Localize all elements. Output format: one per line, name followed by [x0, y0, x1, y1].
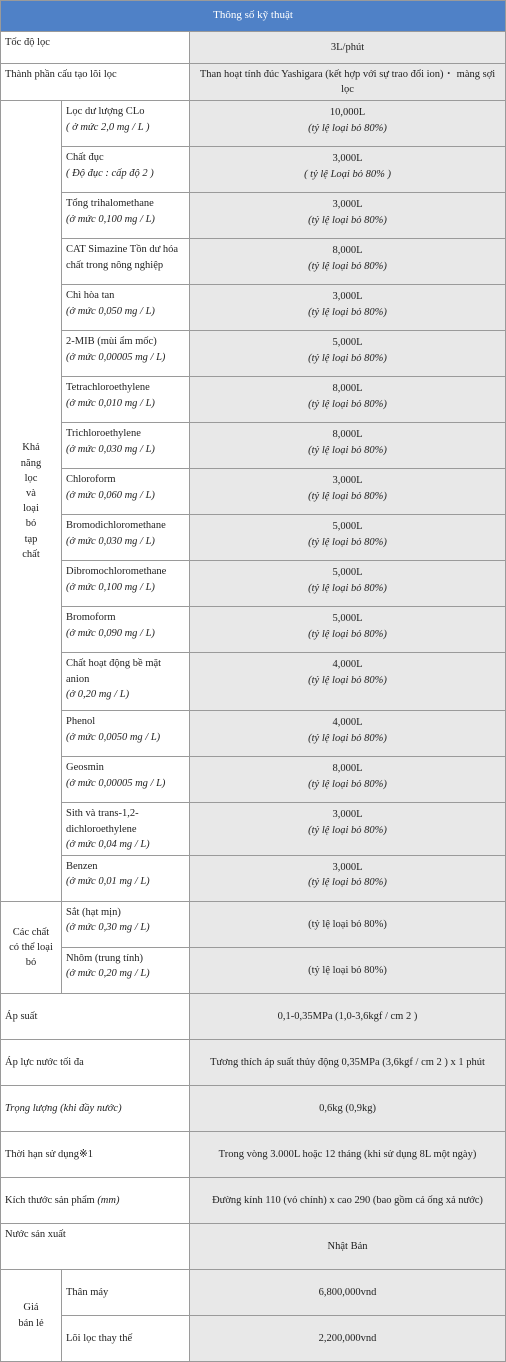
- removable-removal-rate: (tỷ lệ loại bỏ 80%): [190, 902, 506, 948]
- filtration-capacity: 3,000L: [332, 475, 363, 487]
- filtration-item-condition: (ở mức 0,04 mg / L): [66, 838, 150, 850]
- filtration-removal-rate: (tỷ lệ loại bỏ 80%): [308, 214, 387, 226]
- filtration-item-result: [190, 711, 506, 757]
- removable-row: [1, 902, 506, 948]
- filtration-item-result: [190, 653, 506, 711]
- filtration-item-name: Chất đục: [66, 152, 104, 164]
- filtration-item-result: [190, 193, 506, 239]
- filtration-item-name: Lọc dư lượng CLo: [66, 106, 145, 118]
- filtration-row: [1, 711, 506, 757]
- size-label-text: Kích thước sản phẩm: [5, 1194, 98, 1206]
- filtration-item-condition: (ở mức 0,090 mg / L): [66, 627, 155, 639]
- origin-value: Nhật Bản: [190, 1224, 506, 1270]
- filtration-item-condition: ( Độ đục : cấp độ 2 ): [66, 167, 154, 179]
- filtration-item-condition: (ở mức 0,030 mg / L): [66, 535, 155, 547]
- filtration-item-condition: (ở mức 0,100 mg / L): [66, 213, 155, 225]
- filtration-item: [62, 757, 190, 803]
- filtration-item: [62, 285, 190, 331]
- flow-rate-value: 3L/phút: [190, 32, 506, 64]
- filtration-item-condition: (ở mức 0,030 mg / L): [66, 443, 155, 455]
- filtration-capacity: 3,000L: [332, 199, 363, 211]
- removable-item: [62, 902, 190, 948]
- filtration-item-name: 2-MIB (mùi ẩm mốc): [66, 336, 157, 348]
- filtration-capacity: 3,000L: [332, 291, 363, 303]
- max-pressure-label: Áp lực nước tối đa: [1, 1040, 190, 1086]
- filtration-item-name: Bromodichloromethane: [66, 520, 166, 532]
- filtration-item: [62, 653, 190, 711]
- filtration-item: [62, 101, 190, 147]
- filtration-item-name: CAT Simazine Tồn dư hóa chất trong nông nghiệp: [66, 244, 179, 271]
- filtration-item-name: Dibromochloromethane: [66, 566, 167, 578]
- filtration-item-result: [190, 147, 506, 193]
- filtration-capacity: 8,000L: [332, 245, 363, 257]
- filtration-item-result: [190, 423, 506, 469]
- filtration-removal-rate: (tỷ lệ loại bỏ 80%): [308, 352, 387, 364]
- filtration-item-name: Chất hoạt động bề mặt anion: [66, 658, 162, 685]
- filtration-item-name: Bromoform: [66, 612, 116, 624]
- filtration-row: [1, 331, 506, 377]
- filtration-removal-rate: (tỷ lệ loại bỏ 80%): [308, 306, 387, 318]
- filtration-item-result: [190, 377, 506, 423]
- price-body-label: Thân máy: [62, 1270, 190, 1316]
- filtration-item-condition: (ở 0,20 mg / L): [66, 688, 130, 700]
- filtration-item: [62, 711, 190, 757]
- filtration-removal-rate: (tỷ lệ loại bỏ 80%): [308, 398, 387, 410]
- filtration-row: [1, 515, 506, 561]
- filtration-item-result: [190, 515, 506, 561]
- filtration-item-name: Chì hòa tan: [66, 290, 115, 302]
- filtration-item-condition: (ở mức 0,0050 mg / L): [66, 731, 161, 743]
- price-cartridge-value: 2,200,000vnd: [190, 1316, 506, 1362]
- filtration-item: [62, 515, 190, 561]
- filtration-item-condition: (ở mức 0,00005 mg / L): [66, 777, 166, 789]
- filtration-row: [1, 423, 506, 469]
- filtration-capacity: 3,000L: [332, 862, 363, 874]
- filtration-item-result: [190, 469, 506, 515]
- filtration-item: [62, 239, 190, 285]
- composition-value: Than hoạt tính đúc Yashigara (kết hợp với sự trao đổi ion)・ màng sợi lọc: [190, 64, 506, 101]
- filtration-row: [1, 856, 506, 902]
- filtration-capacity: 5,000L: [332, 613, 363, 625]
- filtration-row: [1, 607, 506, 653]
- removable-item-condition: (ở mức 0,20 mg / L): [66, 968, 150, 980]
- filtration-removal-rate: (tỷ lệ loại bỏ 80%): [308, 490, 387, 502]
- filtration-item-name: Trichloroethylene: [66, 428, 141, 440]
- filtration-row: [1, 561, 506, 607]
- filtration-removal-rate: (tỷ lệ loại bỏ 80%): [308, 536, 387, 548]
- filtration-row: [1, 757, 506, 803]
- filtration-item-condition: (ở mức 0,060 mg / L): [66, 489, 155, 501]
- filtration-item-name: Tổng trihalomethane: [66, 198, 154, 210]
- filtration-item-result: [190, 856, 506, 902]
- filtration-capacity: 4,000L: [332, 659, 363, 671]
- filtration-capacity: 5,000L: [332, 521, 363, 533]
- filtration-item-condition: (ở mức 0,010 mg / L): [66, 397, 155, 409]
- filtration-group-label: Khả năng lọc và loại bỏ tạp chất: [1, 101, 62, 902]
- removable-item: [62, 948, 190, 994]
- filtration-item-name: Benzen: [66, 861, 98, 873]
- filtration-item: [62, 803, 190, 856]
- removable-row: [1, 948, 506, 994]
- filtration-item-result: [190, 803, 506, 856]
- filtration-removal-rate: ( tỷ lệ Loại bỏ 80% ): [304, 168, 391, 180]
- filtration-item: [62, 856, 190, 902]
- size-value: Đường kính 110 (vỏ chính) x cao 290 (bao gồm cả ống xả nước): [190, 1178, 506, 1224]
- filtration-capacity: 8,000L: [332, 763, 363, 775]
- filtration-item-result: [190, 607, 506, 653]
- origin-label: Nước sản xuất: [1, 1224, 190, 1270]
- filtration-capacity: 3,000L: [332, 153, 363, 165]
- pressure-value: 0,1-0,35MPa (1,0-3,6kgf / cm 2 ): [190, 994, 506, 1040]
- removable-item-name: Sắt (hạt mịn): [66, 907, 121, 919]
- filtration-item: [62, 147, 190, 193]
- removable-group-label: Các chất có thể loại bỏ: [1, 902, 62, 994]
- lifetime-label: Thời hạn sử dụng※1: [1, 1132, 190, 1178]
- filtration-item: [62, 377, 190, 423]
- filtration-capacity: 10,000L: [329, 107, 366, 119]
- filtration-item: [62, 469, 190, 515]
- filtration-removal-rate: (tỷ lệ loại bỏ 80%): [308, 674, 387, 686]
- filtration-item-condition: ( ở mức 2,0 mg / L ): [66, 121, 150, 133]
- filtration-removal-rate: (tỷ lệ loại bỏ 80%): [308, 260, 387, 272]
- filtration-row: [1, 469, 506, 515]
- filtration-item-name: Tetrachloroethylene: [66, 382, 150, 394]
- price-group-label: Giá bán lẻ: [1, 1270, 62, 1362]
- filtration-item-name: Sith và trans-1,2-dichloroethylene: [66, 808, 139, 835]
- removable-item-condition: (ở mức 0,30 mg / L): [66, 922, 150, 934]
- filtration-row: [1, 101, 506, 147]
- filtration-row: [1, 239, 506, 285]
- filtration-row: [1, 285, 506, 331]
- filtration-capacity: 3,000L: [332, 809, 363, 821]
- filtration-capacity: 8,000L: [332, 429, 363, 441]
- filtration-item: [62, 193, 190, 239]
- filtration-row: [1, 653, 506, 711]
- size-unit: (mm): [97, 1194, 120, 1206]
- weight-value: 0,6kg (0,9kg): [190, 1086, 506, 1132]
- weight-label: Trọng lượng (khi đầy nước): [1, 1086, 190, 1132]
- size-label: [1, 1178, 190, 1224]
- filtration-item-condition: (ở mức 0,01 mg / L): [66, 876, 150, 888]
- filtration-capacity: 5,000L: [332, 337, 363, 349]
- table-header: Thông số kỹ thuật: [1, 1, 506, 32]
- filtration-item-condition: (ở mức 0,100 mg / L): [66, 581, 155, 593]
- filtration-removal-rate: (tỷ lệ loại bỏ 80%): [308, 877, 387, 889]
- filtration-removal-rate: (tỷ lệ loại bỏ 80%): [308, 444, 387, 456]
- composition-label: Thành phần cấu tạo lõi lọc: [1, 64, 190, 101]
- filtration-item-name: Chloroform: [66, 474, 116, 486]
- filtration-capacity: 4,000L: [332, 717, 363, 729]
- filtration-item-result: [190, 331, 506, 377]
- filtration-item-condition: (ở mức 0,00005 mg / L): [66, 351, 166, 363]
- price-cartridge-label: Lõi lọc thay thế: [62, 1316, 190, 1362]
- removable-removal-rate: (tỷ lệ loại bỏ 80%): [190, 948, 506, 994]
- filtration-removal-rate: (tỷ lệ loại bỏ 80%): [308, 628, 387, 640]
- filtration-item-name: Geosmin: [66, 762, 104, 774]
- lifetime-value: Trong vòng 3.000L hoặc 12 tháng (khi sử dụng 8L một ngày): [190, 1132, 506, 1178]
- filtration-item: [62, 331, 190, 377]
- pressure-label: Áp suất: [1, 994, 190, 1040]
- removable-item-name: Nhôm (trung tính): [66, 953, 143, 965]
- filtration-item-result: [190, 561, 506, 607]
- filtration-item: [62, 607, 190, 653]
- filtration-item-result: [190, 101, 506, 147]
- filtration-row: [1, 193, 506, 239]
- filtration-row: [1, 147, 506, 193]
- filtration-row: [1, 377, 506, 423]
- filtration-row: [1, 803, 506, 856]
- filtration-capacity: 5,000L: [332, 567, 363, 579]
- filtration-removal-rate: (tỷ lệ loại bỏ 80%): [308, 582, 387, 594]
- filtration-removal-rate: (tỷ lệ loại bỏ 80%): [308, 732, 387, 744]
- filtration-item: [62, 423, 190, 469]
- filtration-item-condition: (ở mức 0,050 mg / L): [66, 305, 155, 317]
- filtration-item: [62, 561, 190, 607]
- flow-rate-label: Tốc độ lọc: [1, 32, 190, 64]
- filtration-item-name: Phenol: [66, 716, 96, 728]
- filtration-removal-rate: (tỷ lệ loại bỏ 80%): [308, 122, 387, 134]
- max-pressure-value: Tương thích áp suất thủy động 0,35MPa (3,6kgf / cm 2 ) x 1 phút: [190, 1040, 506, 1086]
- price-body-value: 6,800,000vnd: [190, 1270, 506, 1316]
- filtration-removal-rate: (tỷ lệ loại bỏ 80%): [308, 824, 387, 836]
- filtration-capacity: 8,000L: [332, 383, 363, 395]
- filtration-item-result: [190, 239, 506, 285]
- filtration-removal-rate: (tỷ lệ loại bỏ 80%): [308, 778, 387, 790]
- filtration-item-result: [190, 285, 506, 331]
- filtration-item-result: [190, 757, 506, 803]
